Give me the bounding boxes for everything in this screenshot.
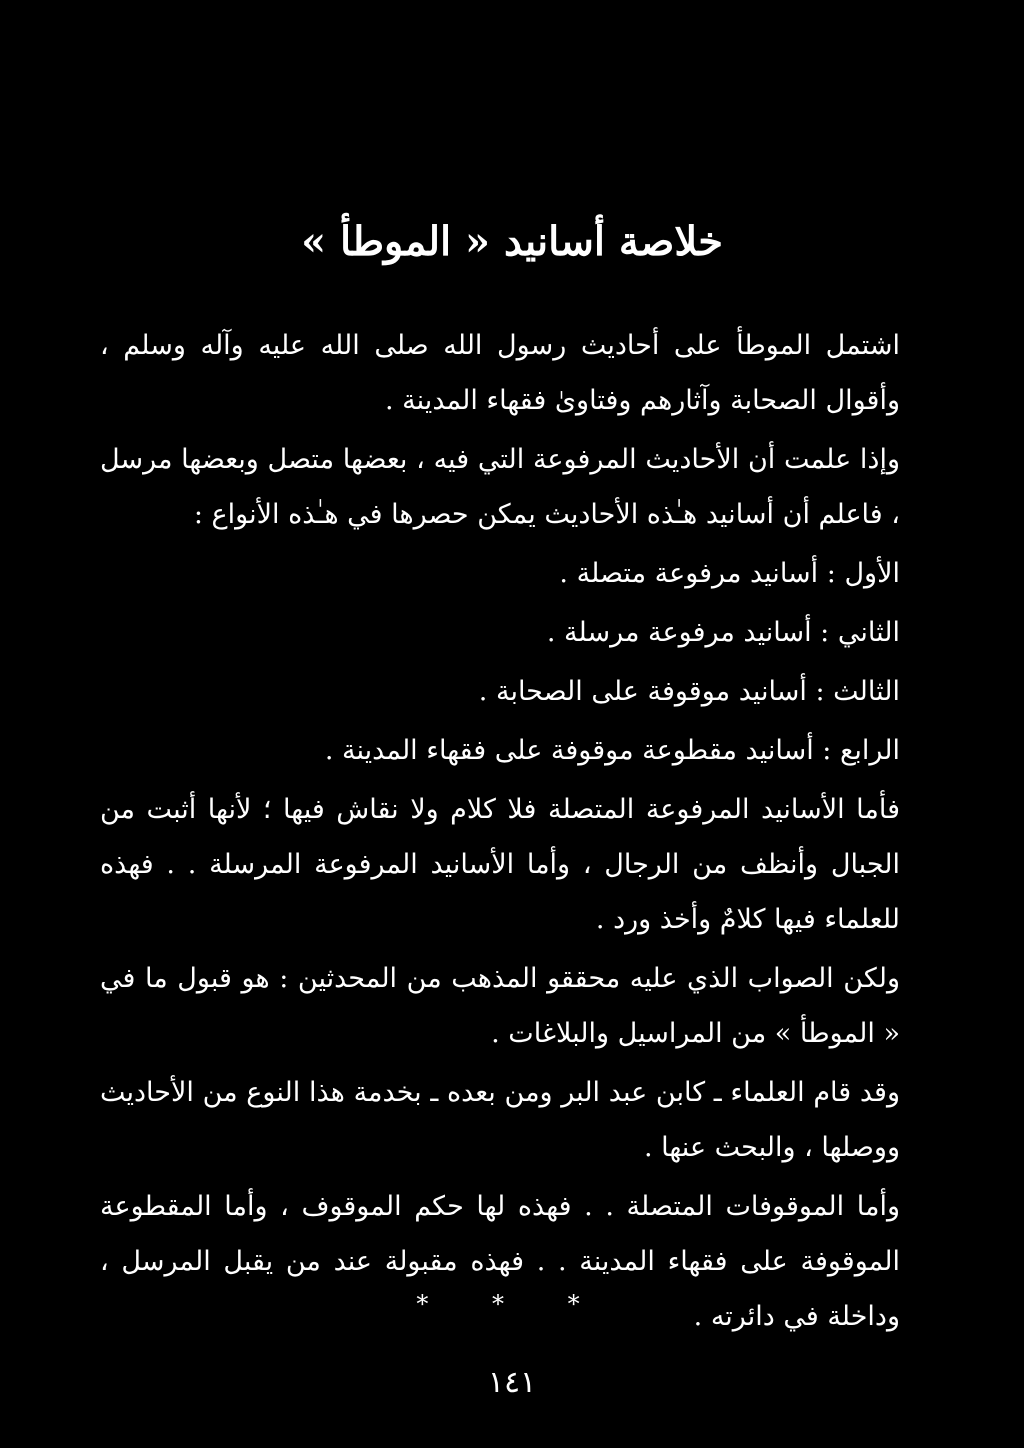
section-separator: * * * [416,1290,608,1318]
page-title: خلاصة أسانيد « الموطأ » [301,218,723,265]
list-item: الأول : أسانيد مرفوعة متصلة . [559,558,900,589]
paragraph: وإذا علمت أن الأحاديث المرفوعة التي فيه ، بعضها متصل وبعضها مرسل ، فاعلم أن أسانيد هـٰذه الأحاديث يمكن حصرها في هـٰذه الأنواع : [100,444,900,530]
paragraph: فأما الأسانيد المرفوعة المتصلة فلا كلام ولا نقاش فيها ؛ لأنها أثبت من الجبال وأنظف من الرجال ، وأما الأسانيد المرفوعة المرسلة . . فهذه للعلماء فيها كلامٌ وأخذ ورد . [100,794,900,935]
paragraph: اشتمل الموطأ على أحاديث رسول الله صلى الله عليه وآله وسلم ، وأقوال الصحابة وآثارهم وفتاوىٰ فقهاء المدينة . [100,330,900,416]
list-item: الثالث : أسانيد موقوفة على الصحابة . [478,676,900,707]
list-item: الرابع : أسانيد مقطوعة موقوفة على فقهاء المدينة . [324,735,900,766]
paragraph: وقد قام العلماء ـ كابن عبد البر ومن بعده ـ بخدمة هذا النوع من الأحاديث ووصلها ، والبحث عنها . [100,1077,900,1163]
list-item: الثاني : أسانيد مرفوعة مرسلة . [546,617,900,648]
paragraph: ولكن الصواب الذي عليه محققو المذهب من المحدثين : هو قبول ما في « الموطأ » من المراسيل والبلاغات . [100,963,900,1049]
page-number: ١٤١ [487,1365,537,1400]
paragraph: وأما الموقوفات المتصلة . . فهذه لها حكم الموقوف ، وأما المقطوعة الموقوفة على فقهاء المدينة . . فهذه مقبولة عند من يقبل المرسل ، وداخلة في دائرته . [100,1191,900,1332]
body-text [100,318,900,1348]
